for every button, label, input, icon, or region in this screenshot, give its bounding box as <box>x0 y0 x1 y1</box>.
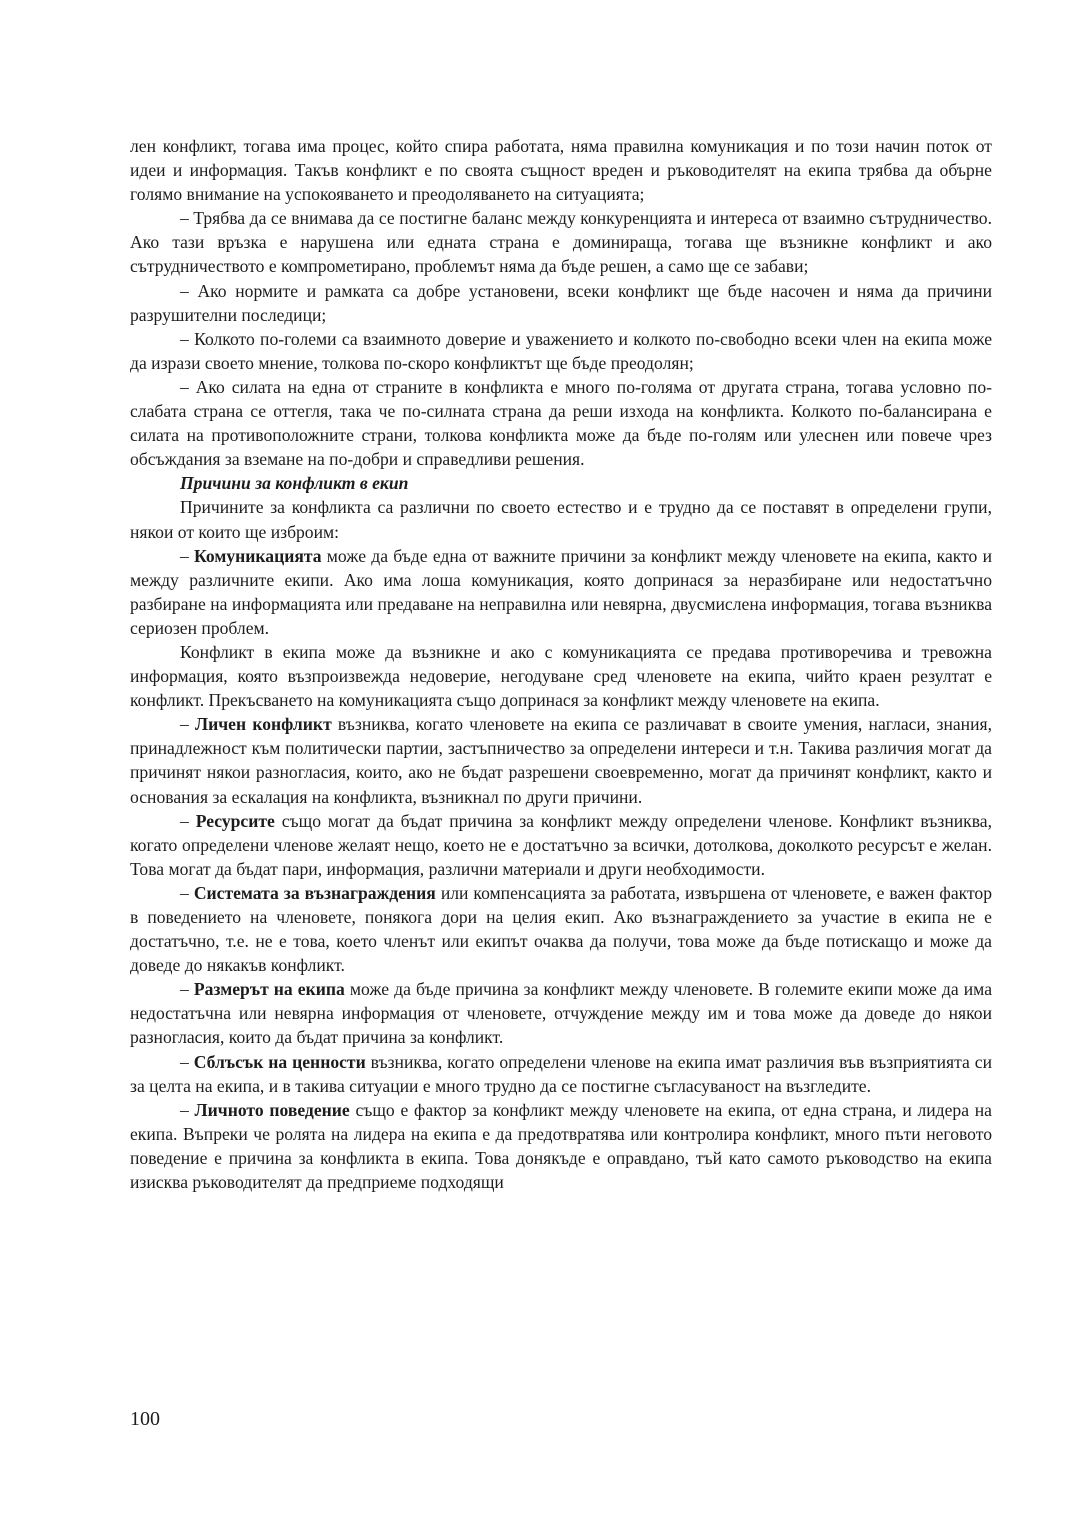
list-item-behavior <box>130 1098 992 1194</box>
term-resources: Ресурсите <box>195 810 275 831</box>
list-dash: – <box>180 1051 194 1072</box>
list-item-size <box>130 977 992 1049</box>
term-communication: Комуникацията <box>194 545 322 566</box>
list-item-personal <box>130 712 992 808</box>
term-personal: Личен конфликт <box>195 714 332 735</box>
item-text: възниква, когато членовете на екипа се различават в своите умения, нагласи, знания, принадлежност към политически партии, застъпничество за определени интереси и т.н. Такива различия могат да причинят някои разногласия, които, ако не бъдат разрешени своевременно, могат да причинят конфликт, както и основания за ескалация на конфликта, възникнал по други причини. <box>130 714 993 807</box>
item-text: възниква, когато определени членове на екипа имат различия във възприятията си за целта на екипа, и в такива ситуации е много трудно да се постигне съгласуваност на възгледите. <box>130 1051 992 1096</box>
list-dash: – <box>180 810 196 831</box>
paragraph-continuation: лен конфликт, тогава има процес, който спира работата, няма правилна комуникация и по този начин поток от идеи и информация. Такъв конфликт е по своята същност вреден и ръководителят на екипа трябва да обърне голямо внимание на успокояването и преодоляването на ситуацията; <box>130 136 992 205</box>
term-rewards: Системата за възнаграждения <box>193 882 436 903</box>
section-heading: Причини за конфликт в екип <box>180 473 409 494</box>
paragraph-communication-extra: Конфликт в екипа може да възникне и ако с комуникацията се предава противоречива и тревожна информация, която възпроизвежда недоверие, негодуване сред членовете на екипа, чийто краен резултат е конфликт. Прекъсването на комуникацията също допринася за конфликт между членовете на екипа. <box>130 641 992 711</box>
list-dash: – <box>180 1099 195 1120</box>
item-text: също могат да бъдат причина за конфликт между определени членове. Конфликт възниква, когато определени членове желаят нещо, което не е достатъчно за всички, дотолкова, доколкото ресурсът е желан. Това могат да бъдат пари, информация, различни материали и други необходимости. <box>130 810 992 879</box>
item-text: или компенсацията за работата, извършена от членовете, е важен фактор в поведението на членовете, понякога дори на целия екип. Ако възнаграждението за участие в екипа не е достатъчно, т.е. не е това, което членът или екипът очаква да получи, това може да бъде потискащо и може да доведе до някакъв конфликт. <box>130 882 993 976</box>
paragraph-trust: – Колкото по-големи са взаимното доверие и уважението и колкото по-свободно всеки член на екипа може да изрази своето мнение, толкова по-скоро конфликтът ще бъде преодолян; <box>130 328 992 373</box>
item-text: може да бъде причина за конфликт между членовете. В големите екипи може да има недостатъчна или невярна информация от членовете, отчуждение между им и това може да доведе до някои разногласия, които да бъдат причина за конфликт. <box>130 979 992 1048</box>
list-item-resources <box>130 809 992 881</box>
paragraph-power: – Ако силата на една от страните в конфликта е много по-голяма от другата страна, тогава условно по-слабата страна се оттегля, така че по-силната страна да реши изхода на конфликта. Колкото по-балансирана е силата на противоположните страни, толкова конфликта може да бъде по-голям или улеснен или повече чрез обсъждания за вземане на по-добри и справедливи решения. <box>130 376 992 470</box>
term-values: Сблъсък на ценности <box>193 1051 366 1072</box>
list-dash: – <box>180 882 194 903</box>
list-item-rewards <box>130 881 992 977</box>
list-dash: – <box>180 545 195 566</box>
section-intro: Причините за конфликта са различни по своето естество и е трудно да се поставят в определени групи, някои от които ще изброим: <box>130 497 992 542</box>
list-item-values <box>130 1050 992 1098</box>
list-dash: – <box>180 714 196 735</box>
term-behavior: Личното поведение <box>194 1099 350 1120</box>
item-text: може да бъде една от важните причини за конфликт между членовете на екипа, както и между различните екипи. Ако има лоша комуникация, която допринася за неразбиране или недостатъчно разбиране на информацията или предаване на неправилна или невярна, двусмислена информация, тогава възниква сериозен проблем. <box>130 545 992 638</box>
page-number: 100 <box>130 1408 160 1430</box>
paragraph-norms: – Ако нормите и рамката са добре установени, всеки конфликт ще бъде насочен и няма да причини разрушителни последици; <box>130 280 992 325</box>
paragraph-balance: – Трябва да се внимава да се постигне баланс между конкуренцията и интереса от взаимно сътрудничество. Ако тази връзка е нарушена или едната страна е доминираща, тогава ще възникне конфликт и ако сътрудничеството е компрометирано, проблемът няма да бъде решен, а само ще се забави; <box>130 208 992 277</box>
list-dash: – <box>180 979 194 1000</box>
item-text: също е фактор за конфликт между членовете на екипа, от една страна, и лидера на екипа. Въпреки че ролята на лидера на екипа е да предотвратява или контролира конфликт, много пъти неговото поведение е причина за конфликта в екипа. Това донякъде е оправдано, тъй като самото ръководство на екипа изисква ръководителят да предприеме подходящи <box>130 1099 992 1193</box>
term-size: Размерът на екипа <box>193 979 345 1000</box>
document-body <box>130 134 992 1194</box>
list-item-communication <box>130 544 992 640</box>
